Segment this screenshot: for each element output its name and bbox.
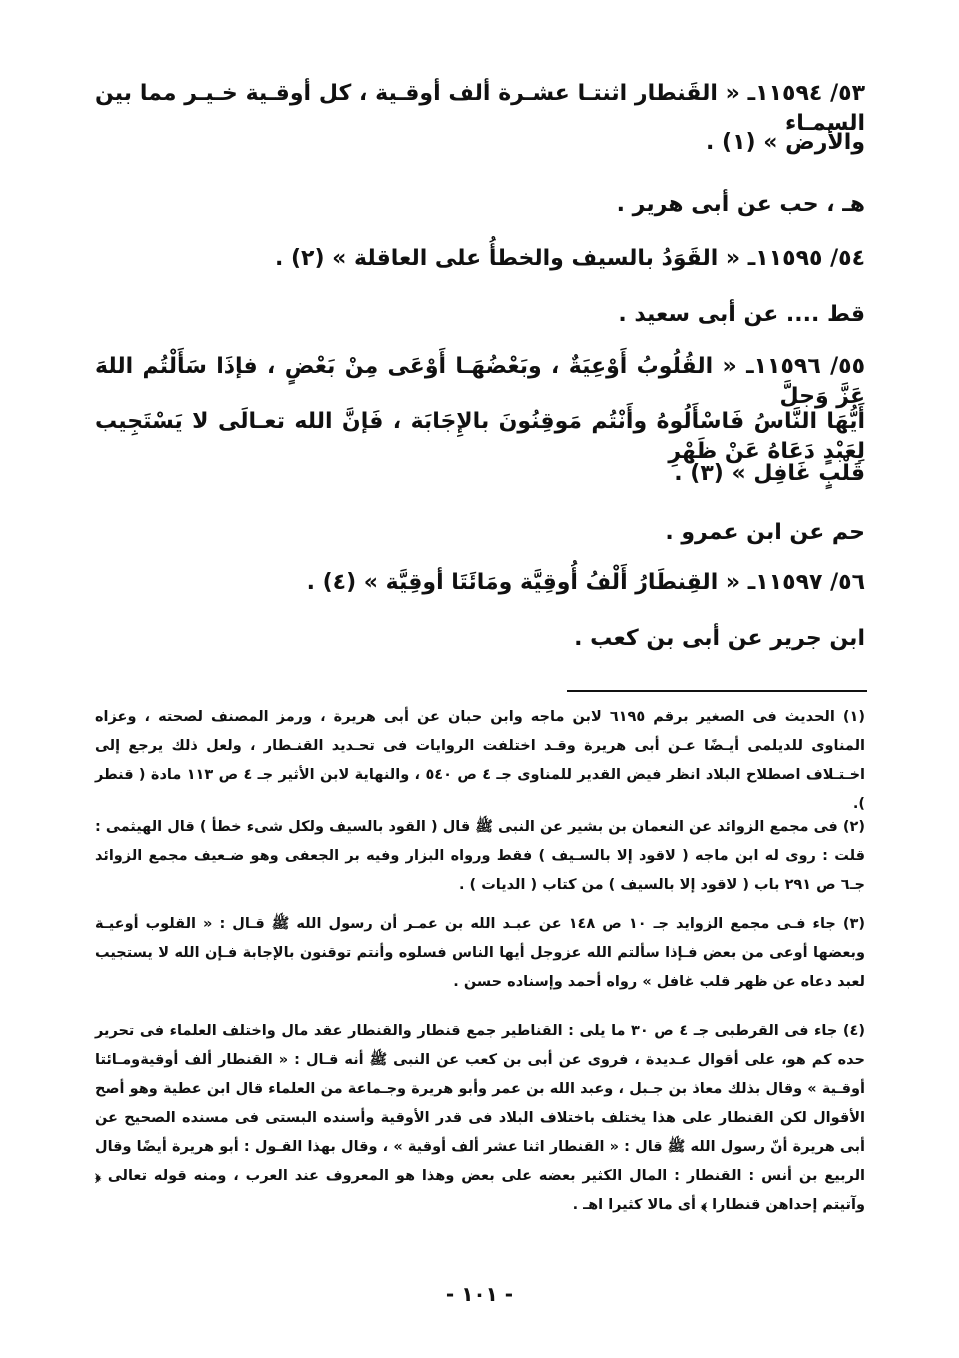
hadith-54-source: قط .... عن أبى سعيد .: [618, 302, 865, 327]
hadith-54: ٥٤/ ١١٥٩٥ـ « القَوَدُ بالسيف والخطأُ على العاقلة » (٢) .: [274, 246, 865, 271]
page-number: - ١٠١ -: [445, 1282, 514, 1306]
footnote-1: (١) الحديث فى الصغير برقم ٦١٩٥ لابن ماجه وابن حبان عن أبى هريرة ، ورمز المصنف لصحته ، وعزاه المناوى للديلمى أيـضًا عـن أبى هريرة وقـد اختلفت الروايات فى تحـديد القنـطار ، ولعل ذلك يرجع إلى اخـتـلاف اصطلاح البلاد انظر فيض القدير للمناوى جـ ٤ ص ٥٤٠ ، والنهاية لابن الأثير جـ ٤ ص ١١٣ مادة ( قنطر ).: [95, 709, 865, 812]
hadith-53-source: هـ ، حب عن أبى هرير .: [616, 192, 865, 217]
hadith-53-line1: ٥٣/ ١١٥٩٤ـ « القَنطار اثنتـا عشـرة ألف أوقـية ، كل أوقـية خـيـر مما بين السمـاء: [95, 81, 865, 136]
hadith-55-line3: قَلْبٍ غَافِل » (٣) .: [674, 461, 865, 486]
hadith-55-source: حم عن ابن عمرو .: [665, 520, 865, 545]
footnote-separator: [567, 690, 867, 692]
hadith-55-line2: أَيُّهَا النَّاسُ فَاسْأَلُوهُ وأَنْتُم مَوقِنُونَ بالإِجَابَة ، فَإنَّ الله تعـالَى لا يَسْتَجِيب لِعَبْدٍ دَعَاهُ عَنْ ظَهْرِ: [95, 409, 865, 464]
hadith-56-source: ابن جرير عن أبى بن كعب .: [574, 626, 865, 651]
footnote-3: (٣) جاء فـى مجمع الزوايد جـ ١٠ ص ١٤٨ عن عبـد الله بن عمـر أن رسول الله ﷺ قـال : « القلوب أوعيـة وبعضها أوعى من بعض فـإذا سألتم الله عزوجل أيها الناس فسلوه وأنتم توقنون بالإجابة فـإن الله لا يستجيب لعبد دعاه عن ظهر قلب غافل » رواه أحمد وإسناده حسن .: [95, 916, 865, 990]
hadith-53-line2: والأرض » (١) .: [706, 130, 865, 155]
footnote-4: (٤) جاء فى القرطبى جـ ٤ ص ٣٠ ما يلى : القناطير جمع قنطار والقنطار عقد مال واختلف العلماء فى تحرير حده كم هو، على أقوال عـديدة ، فروى عن أبى بن كعب عن النبى ﷺ أنه قـال : « القنطار ألف أوقيةومـائتا أوقـية » وقال بذلك معاذ بن جـبل ، وعبد الله بن عمر وأبو هريرة وجـماعة من العلماء قال ابن عطية وهو أصح الأقوال لكن القنطار على هذا يختلف باختلاف البلاد فى قدر الأوقية وأسنده البستى فى مسنده الصحيح عن أبى هريرة أنّ رسول الله ﷺ قال : « القنطار اثنا عشر ألف أوقية » ، وقال بهذا القـول : أبو هريرة أيضًا وقال الربيع بن أنس : القنطار : المال الكثير بعضه على بعض وهذا هو المعروف عند العرب ، ومنه قوله تعالى ﴿ وآتيتم إحداهن قنطارا ﴾ أى مالا كثيرا اهـ .: [95, 1023, 865, 1213]
footnote-2: (٢) فى مجمع الزوائد عن النعمان بن بشير عن النبى ﷺ قال ( القود بالسيف ولكل شىء خطأ ) قال الهيثمى : قلت : روى له ابن ماجه ( لاقود إلا بالسـيف ) فقط ورواه البزار وفيه بر الجعفى وهو ضـعيف مجمع الزوائد جـ٦ ص ٢٩١ باب ( لاقود إلا بالسيف ) من كتاب ( الديات ) .: [95, 819, 865, 893]
hadith-55-line1: ٥٥/ ١١٥٩٦ـ « القُلُوبُ أَوْعِيَةٌ ، وبَعْضُهَـا أَوْعَى مِنْ بَعْضٍ ، فإذَا سَأَلْتُم اللهَ عَزَّ وَجلَّ: [95, 354, 865, 409]
hadith-56: ٥٦/ ١١٥٩٧ـ « القِنطَارُ أَلْفُ أُوقِيَّة ومَائَتَا أوقِيَّة » (٤) .: [306, 570, 865, 595]
